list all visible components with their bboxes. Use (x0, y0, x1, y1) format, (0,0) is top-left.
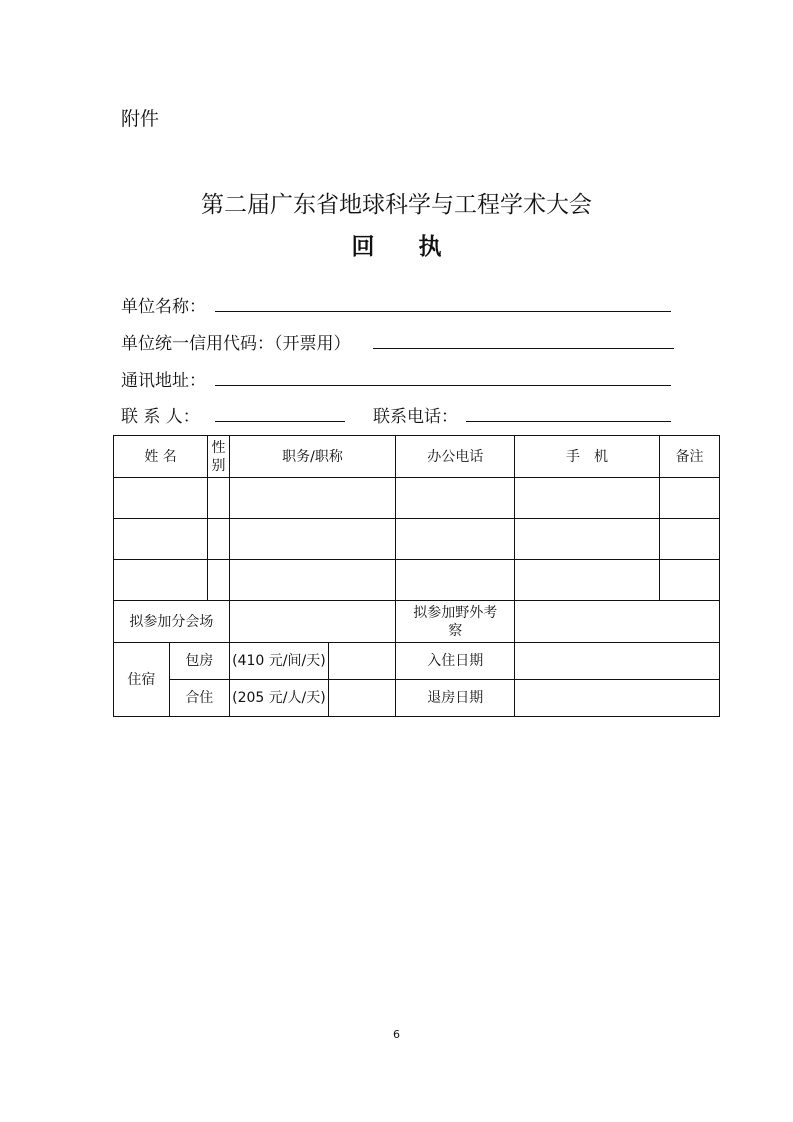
credit-code-label: 单位统一信用代码：（开票用） (121, 334, 351, 354)
field-trip-label: 拟参加野外考察 (396, 601, 515, 643)
document-subtitle: 回执 (351, 234, 486, 260)
credit-code-field[interactable] (373, 328, 674, 349)
gender-cell[interactable] (208, 478, 230, 519)
name-cell[interactable] (114, 519, 208, 560)
title-cell[interactable] (229, 519, 395, 560)
checkout-label: 退房日期 (396, 680, 515, 717)
name-cell[interactable] (114, 560, 208, 601)
col-header-name: 姓 名 (114, 436, 208, 478)
lodging-single-row (114, 643, 720, 680)
office-phone-cell[interactable] (396, 519, 515, 560)
org-name-field[interactable] (215, 291, 671, 312)
venue-label: 拟参加分会场 (114, 601, 230, 643)
contact-field[interactable] (215, 401, 345, 422)
room-shared-cell[interactable] (329, 680, 396, 717)
contact-label: 联 系 人： (121, 407, 200, 427)
checkout-cell[interactable] (515, 680, 720, 717)
field-trip-cell[interactable] (515, 601, 720, 643)
remarks-cell[interactable] (659, 519, 719, 560)
mobile-cell[interactable] (515, 478, 660, 519)
venue-row (114, 601, 720, 643)
gender-cell[interactable] (208, 519, 230, 560)
title-cell[interactable] (229, 478, 395, 519)
room-shared-label: 合住 (169, 680, 229, 717)
registration-table (113, 435, 720, 717)
col-header-remarks: 备注 (659, 436, 719, 478)
room-single-cell[interactable] (329, 643, 396, 680)
page-number: 6 (393, 1028, 400, 1041)
col-header-title: 职务/职称 (229, 436, 395, 478)
office-phone-cell[interactable] (396, 478, 515, 519)
table-row (114, 560, 720, 601)
document-title: 第二届广东省地球科学与工程学术大会 (201, 192, 592, 218)
attachment-label: 附件 (121, 108, 160, 130)
room-single-label: 包房 (169, 643, 229, 680)
room-shared-price: (205 元/人/天) (229, 680, 328, 717)
name-cell[interactable] (114, 478, 208, 519)
org-name-label: 单位名称： (121, 297, 206, 317)
col-header-office-phone: 办公电话 (396, 436, 515, 478)
lodging-label: 住宿 (114, 643, 170, 717)
office-phone-cell[interactable] (396, 560, 515, 601)
mobile-cell[interactable] (515, 519, 660, 560)
title-cell[interactable] (229, 560, 395, 601)
col-header-mobile: 手 机 (515, 436, 660, 478)
mobile-cell[interactable] (515, 560, 660, 601)
remarks-cell[interactable] (659, 478, 719, 519)
checkin-label: 入住日期 (396, 643, 515, 680)
table-row (114, 519, 720, 560)
address-field[interactable] (215, 365, 671, 386)
lodging-shared-row (114, 680, 720, 717)
table-header-row (114, 436, 720, 478)
checkin-cell[interactable] (515, 643, 720, 680)
col-header-gender: 性别 (208, 436, 230, 478)
venue-cell[interactable] (229, 601, 395, 643)
remarks-cell[interactable] (659, 560, 719, 601)
room-single-price: (410 元/间/天) (229, 643, 328, 680)
phone-label: 联系电话： (373, 407, 458, 427)
phone-field[interactable] (466, 401, 671, 422)
address-label: 通讯地址： (121, 371, 206, 391)
table-row (114, 478, 720, 519)
gender-cell[interactable] (208, 560, 230, 601)
